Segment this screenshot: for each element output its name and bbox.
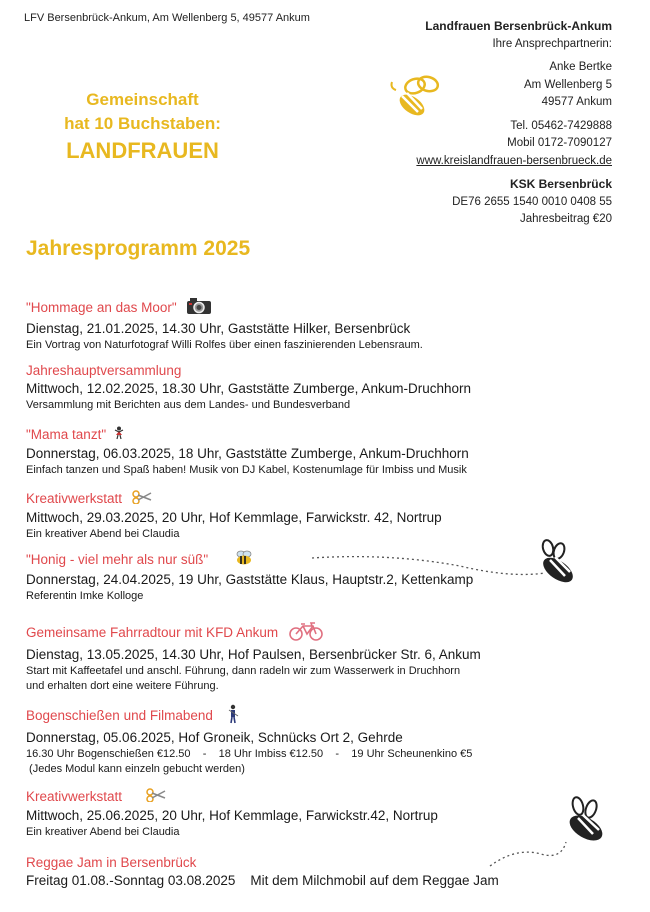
dancer-icon [114, 426, 124, 445]
slogan-line-2: hat 10 Buchstaben: [64, 114, 221, 133]
event-desc: Ein kreativer Abend bei Claudia [26, 825, 180, 838]
event-desc: Versammlung mit Berichten aus dem Landes- und Bundesverband [26, 399, 351, 411]
contact-street: Am Wellenberg 5 [524, 78, 612, 91]
event-date: Donnerstag, 05.06.2025, Hof Groneik, Schnücks Ort 2, Gehrde [26, 730, 403, 745]
slogan [40, 88, 245, 166]
event-1 [26, 297, 626, 353]
event-4 [26, 489, 626, 542]
event-title: Reggae Jam in Bersenbrück [26, 855, 197, 870]
sender-line: LFV Bersenbrück-Ankum, Am Wellenberg 5, 49577 Ankum [24, 12, 310, 24]
contact-label: Ihre Ansprechpartnerin: [492, 37, 612, 50]
event-desc: Ein Vortrag von Naturfotograf Willi Rolfes über einen faszinierenden Lebensraum. [26, 339, 423, 351]
event-date: Mittwoch, 29.03.2025, 20 Uhr, Hof Kemmlage, Farwickstr. 42, Nortrup [26, 509, 442, 525]
event-date: Dienstag, 13.05.2025, 14.30 Uhr, Hof Paulsen, Bersenbrücker Str. 6, Ankum [26, 647, 481, 662]
event-7 [26, 704, 626, 777]
event-desc: Ein kreativer Abend bei Claudia [26, 527, 180, 540]
event-title: Bogenschießen und Filmabend [26, 708, 213, 724]
bee-trail-icon [486, 792, 626, 874]
event-date: Donnerstag, 06.03.2025, 18 Uhr, Gaststätte Zumberge, Ankum-Druchhorn [26, 445, 469, 461]
bee-trail-icon [310, 538, 590, 598]
contact-city: 49577 Ankum [541, 96, 612, 108]
bank-iban: DE76 2655 1540 0010 0408 55 [452, 195, 612, 208]
event-desc: Referentin Imke Kolloge [26, 590, 144, 602]
camera-icon [186, 297, 212, 320]
event-date: Dienstag, 21.01.2025, 14.30 Uhr, Gaststätte Hilker, Bersenbrück [26, 321, 411, 336]
bee-logo-icon [388, 72, 446, 122]
website-link[interactable]: www.kreislandfrauen-bersenbrueck.de [416, 154, 612, 167]
event-date: Freitag 01.08.-Sonntag 03.08.2025 Mit dem Milchmobil auf dem Reggae Jam [26, 873, 499, 888]
event-desc: Start mit Kaffeetafel und anschl. Führung, dann radeln wir zum Wasserwerk in Druchhorn [26, 665, 461, 677]
event-title: "Honig - viel mehr als nur süß" [26, 552, 209, 568]
event-2 [26, 361, 626, 413]
event-title: Kreativwerkstatt [26, 491, 123, 506]
contact-name: Anke Bertke [549, 61, 612, 73]
event-date: Mittwoch, 12.02.2025, 18.30 Uhr, Gaststätte Zumberge, Ankum-Druchhorn [26, 381, 471, 396]
scissors-icon [132, 490, 152, 509]
program-title: Jahresprogramm 2025 [26, 237, 251, 260]
archer-icon [227, 704, 239, 729]
bicycle-icon [288, 621, 324, 646]
contact-mobil: Mobil 0172-7090127 [507, 137, 612, 149]
event-date: Mittwoch, 25.06.2025, 20 Uhr, Hof Kemmlage, Farwickstr.42, Nortrup [26, 807, 438, 823]
event-6 [26, 621, 626, 694]
event-desc: und erhalten dort eine weitere Führung. [26, 680, 219, 692]
event-desc: Einfach tanzen und Spaß haben! Musik von DJ Kabel, Kostenumlage für Imbiss und Musik [26, 463, 467, 476]
bee-icon [234, 550, 254, 571]
event-3 [26, 425, 626, 478]
event-title: Kreativwerkstatt [26, 789, 123, 804]
contact-block [416, 18, 612, 229]
scissors-icon [146, 788, 166, 807]
bank-name: KSK Bersenbrück [509, 177, 612, 191]
membership-fee: Jahresbeitrag €20 [519, 213, 612, 225]
event-desc: 16.30 Uhr Bogenschießen €12.50 - 18 Uhr Imbiss €12.50 - 19 Uhr Scheunenkino €5 [26, 748, 473, 760]
event-title: Gemeinsame Fahrradtour mit KFD Ankum [26, 625, 279, 641]
event-date: Donnerstag, 24.04.2025, 19 Uhr, Gaststätte Klaus, Hauptstr.2, Kettenkamp [26, 572, 474, 587]
slogan-line-1: Gemeinschaft [86, 90, 199, 109]
event-title: "Hommage an das Moor" [26, 300, 177, 316]
event-title: Jahreshauptversammlung [26, 363, 182, 378]
slogan-line-3: LANDFRAUEN [66, 138, 219, 163]
event-title: "Mama tanzt" [26, 427, 107, 442]
event-desc: (Jedes Modul kann einzeln gebucht werden) [26, 763, 245, 775]
contact-tel: Tel. 05462-7429888 [510, 119, 612, 132]
org-name: Landfrauen Bersenbrück-Ankum [425, 19, 612, 33]
